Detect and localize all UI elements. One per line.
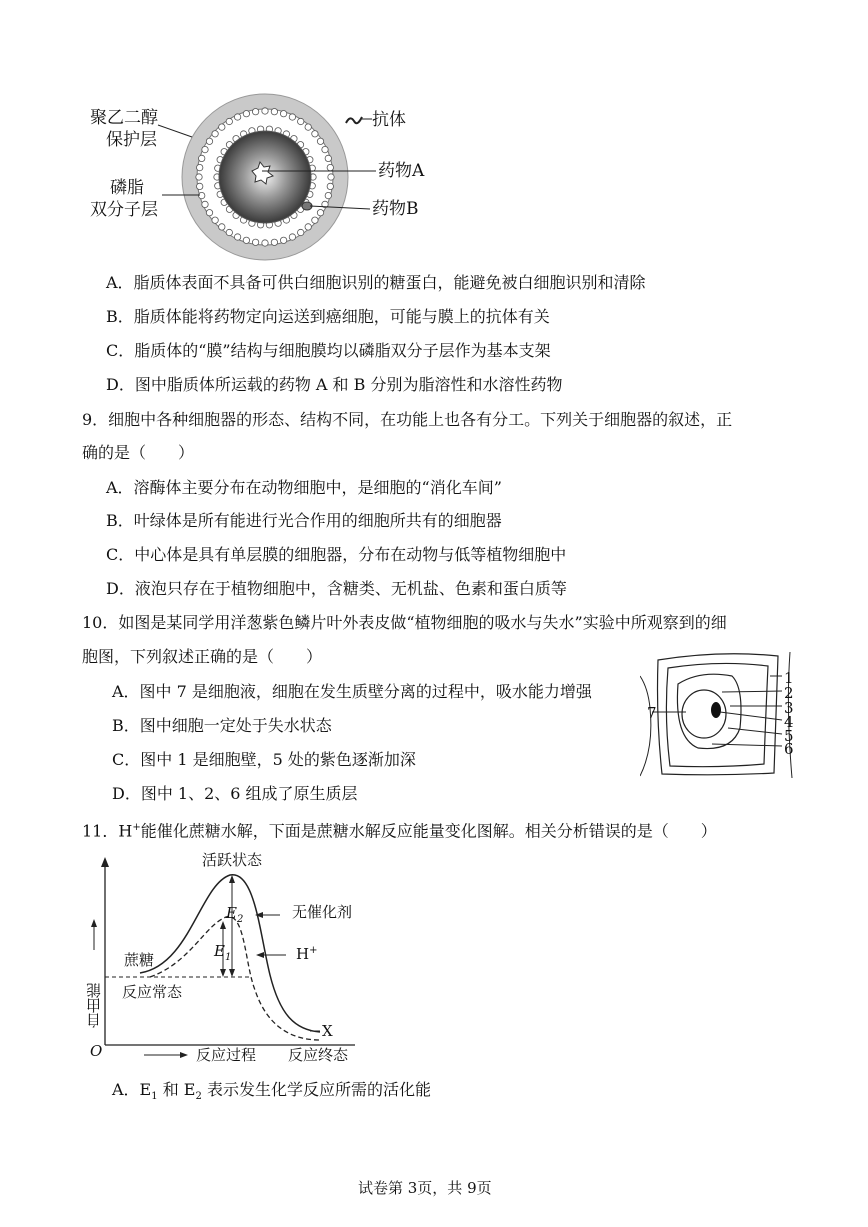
q11-option-a [112, 1080, 431, 1107]
q8-option-d: D．图中脂质体所运载的药物 A 和 B 分别为脂溶性和水溶性药物 [106, 375, 563, 394]
q10-option-b: B．图中细胞一定处于失水状态 [112, 716, 332, 735]
chart-label-active: 活跃状态 [202, 851, 263, 869]
chart-e2: E [226, 904, 237, 922]
chart-h: H [296, 945, 310, 963]
lipid-head [226, 229, 232, 235]
q8-option-a: A．脂质体表面不具备可供白细胞识别的糖蛋白，能避免被白细胞识别和清除 [106, 273, 646, 292]
q9-option-c: C．中心体是具有单层膜的细胞器，分布在动物与低等植物细胞中 [106, 545, 567, 564]
q10-option-d: D．图中 1、2、6 组成了原生质层 [112, 784, 358, 803]
lipid-head [234, 234, 240, 240]
lipid-head [322, 146, 328, 152]
lipid-head [219, 124, 225, 130]
lipid-head [206, 210, 212, 216]
cell-label-5: 5 [784, 727, 794, 745]
lipid-head [219, 224, 225, 230]
cell-label-4: 4 [784, 713, 794, 731]
chart-label-e1 [214, 941, 231, 968]
q10-option-a: A．图中 7 是细胞液，细胞在发生质壁分离的过程中，吸水能力增强 [112, 682, 592, 701]
q9-option-d: D．液泡只存在于植物细胞中，含糖类、无机盐、色素和蛋白质等 [106, 579, 567, 598]
lipid-head [199, 155, 205, 161]
lipid-head [206, 138, 212, 144]
lipid-head [280, 237, 286, 243]
lipid-head [325, 192, 331, 198]
q11-a-sub2: 2 [195, 1091, 202, 1103]
lipid-head [212, 217, 218, 223]
chart-label-e2 [226, 903, 243, 930]
label-lipid-line2: 双分子层 [90, 200, 158, 220]
chart-label-final: 反应终态 [288, 1046, 349, 1064]
lipid-head [196, 174, 202, 180]
cell-label-3: 3 [784, 699, 794, 717]
lipid-head [243, 111, 249, 117]
q10-stem-line2: 胞图，下列叙述正确的是（ ） [82, 647, 323, 666]
lipid-head [243, 237, 249, 243]
label-lipid-line1: 磷脂 [110, 178, 144, 198]
chart-label-ylabel: 自由能 [85, 983, 103, 1028]
lipid-head [202, 201, 208, 207]
q11-stem-rest: 能催化蔗糖水解，下面是蔗糖水解反应能量变化图解。相关分析错误的是（ ） [140, 821, 717, 841]
lipid-head [252, 239, 258, 245]
lipid-head [199, 192, 205, 198]
chart-label-x: X [322, 1022, 333, 1040]
chart-label-sucrose: 蔗糖 [124, 951, 155, 969]
label-antibody: 抗体 [372, 110, 406, 130]
chart-label-normal: 反应常态 [122, 983, 183, 1001]
label-drug-a: 药物A [378, 161, 425, 181]
lipid-head [289, 114, 295, 120]
lipid-head [271, 109, 277, 115]
chart-label-h-plus [296, 941, 317, 964]
lipid-head [280, 111, 286, 117]
lipid-head [271, 239, 277, 245]
lipid-head [298, 229, 304, 235]
lipid-head [317, 138, 323, 144]
lipid-head [325, 155, 331, 161]
lipid-head [262, 108, 268, 114]
label-drug-b: 药物B [372, 199, 419, 219]
chart-e1-sub: 1 [224, 952, 232, 963]
q11-a-rest: 表示发生化学反应所需的活化能 [201, 1080, 431, 1099]
q11-a-prefix: A．E [112, 1080, 152, 1099]
lipid-head [202, 146, 208, 152]
q11-stem [82, 818, 717, 841]
lipid-head [327, 164, 333, 170]
cell-label-2: 2 [784, 684, 794, 702]
chart-e1: E [214, 942, 225, 960]
q9-stem-line1: 9．细胞中各种细胞器的形态、结构不同，在功能上也各有分工。下列关于细胞器的叙述，正 [82, 410, 733, 429]
q8-option-b: B．脂质体能将药物定向运送到癌细胞，可能与膜上的抗体有关 [106, 307, 550, 326]
lipid-head [234, 114, 240, 120]
q9-option-b: B．叶绿体是所有能进行光合作用的细胞所共有的细胞器 [106, 511, 502, 530]
plant-cell-diagram [640, 648, 800, 783]
lipid-head [327, 183, 333, 189]
q10-stem-line1: 10．如图是某同学用洋葱紫色鳞片叶外表皮做“植物细胞的吸水与失水”实验中所观察到的细 [82, 613, 727, 632]
chart-label-process: 反应过程 [196, 1046, 257, 1064]
q11-a-sub1: 1 [151, 1091, 158, 1103]
label-peg-line2: 保护层 [106, 130, 157, 150]
q9-stem-line2: 确的是（ ） [82, 443, 195, 462]
page-footer: 试卷第 3页，共 9页 [358, 1179, 492, 1197]
lipid-head [212, 131, 218, 137]
q11-stem-sup: + [132, 822, 141, 833]
lipid-head [197, 164, 203, 170]
lipid-head [305, 124, 311, 130]
chart-e2-sub: 2 [236, 914, 244, 925]
chart-h-sup: + [309, 945, 318, 956]
q11-stem-prefix: 11．H [82, 821, 133, 841]
lipid-head [317, 210, 323, 216]
q11-a-mid: 和 E [157, 1080, 196, 1099]
chart-label-origin: O [90, 1042, 103, 1060]
lipid-head [289, 234, 295, 240]
cell-label-6: 6 [784, 740, 794, 758]
cell-label-7: 7 [647, 704, 657, 722]
lipid-head [262, 240, 268, 246]
lipid-head [312, 217, 318, 223]
label-peg-line1: 聚乙二醇 [90, 108, 158, 128]
q9-option-a: A．溶酶体主要分布在动物细胞中，是细胞的“消化车间” [106, 478, 502, 497]
lipid-head [305, 224, 311, 230]
antibody-shape [346, 117, 362, 123]
lipid-head [226, 118, 232, 124]
chart-label-no-catalyst: 无催化剂 [292, 903, 353, 921]
lipid-head [328, 174, 334, 180]
cell-label-1: 1 [784, 669, 794, 687]
q8-option-c: C．脂质体的“膜”结构与细胞膜均以磷脂双分子层作为基本支架 [106, 341, 551, 360]
lipid-head [252, 109, 258, 115]
lipid-head [312, 131, 318, 137]
lipid-head [298, 118, 304, 124]
lipid-head [197, 183, 203, 189]
q10-option-c: C．图中 1 是细胞壁，5 处的紫色逐渐加深 [112, 750, 416, 769]
